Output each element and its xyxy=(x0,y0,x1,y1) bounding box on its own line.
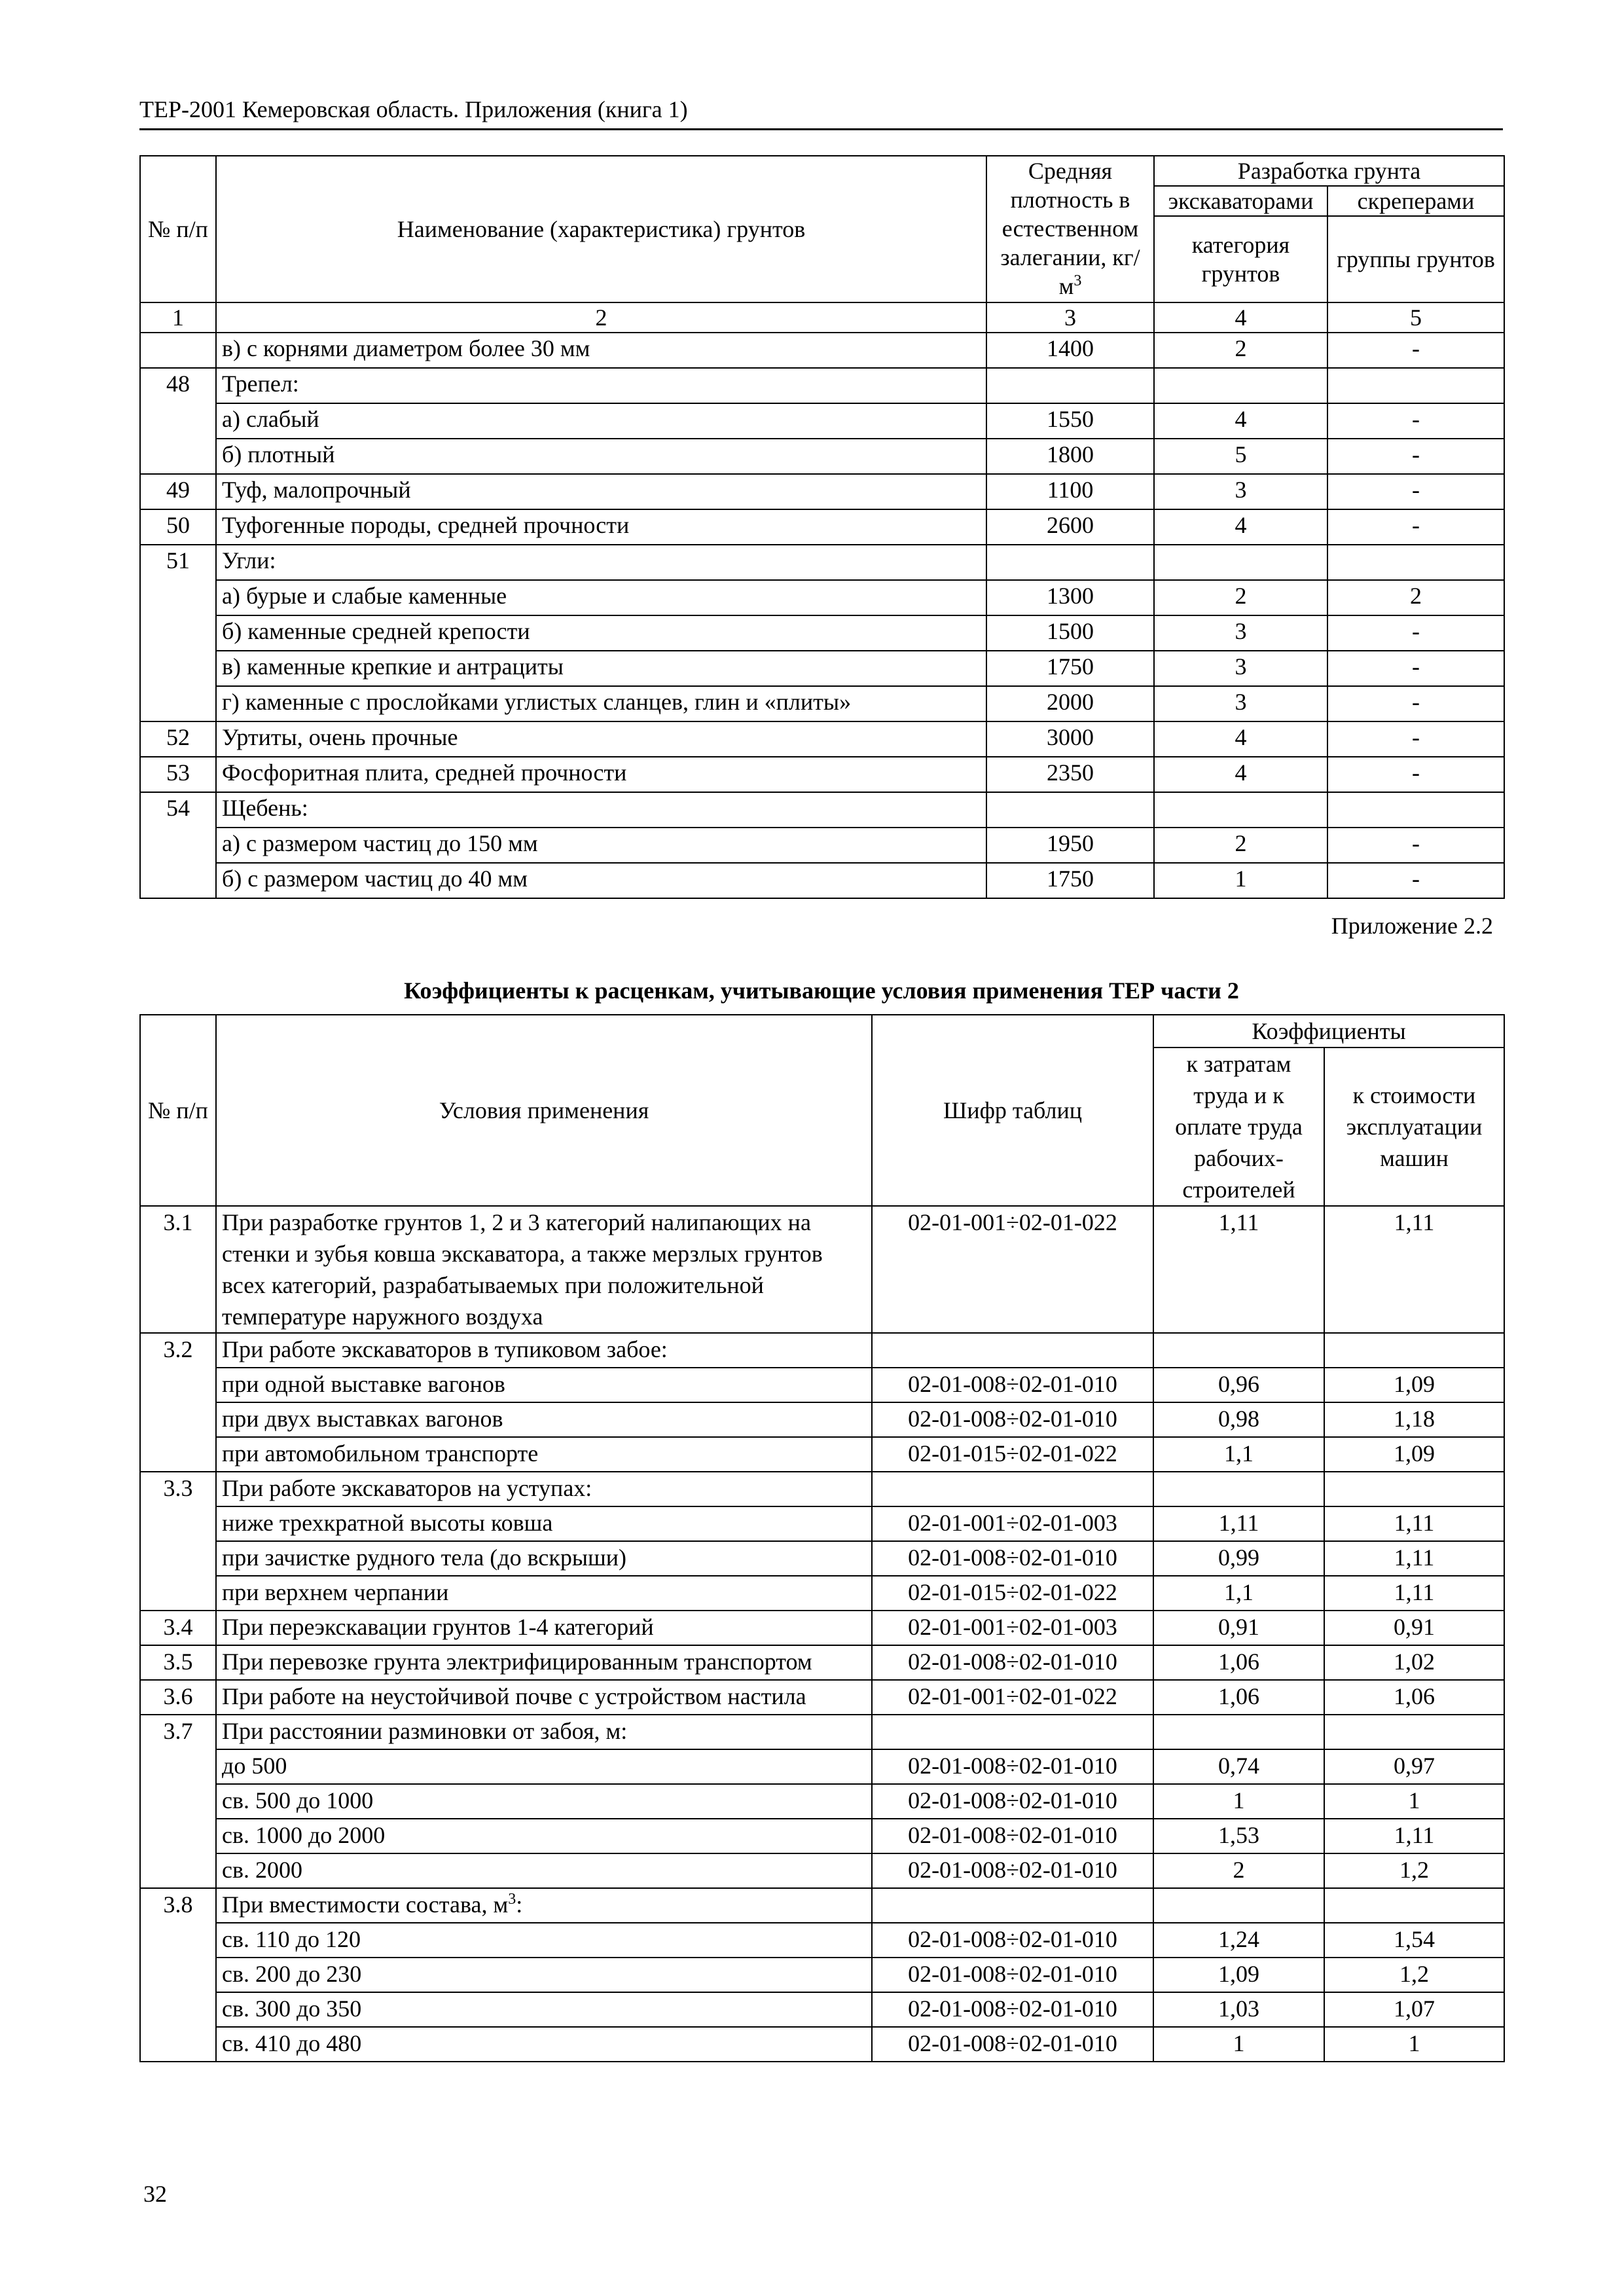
table-code: 02-01-015÷02-01-022 xyxy=(872,1576,1153,1611)
table-code: 02-01-008÷02-01-010 xyxy=(872,1645,1153,1680)
labor-coefficient xyxy=(1153,1888,1324,1923)
row-number: 52 xyxy=(140,721,216,757)
row-number xyxy=(140,403,216,439)
group-value: - xyxy=(1327,757,1504,792)
labor-coefficient: 1,09 xyxy=(1153,1958,1324,1992)
density-value xyxy=(986,545,1154,580)
table-code: 02-01-008÷02-01-010 xyxy=(872,1992,1153,2027)
row-number xyxy=(140,1368,216,1402)
condition-text-main: до 500 xyxy=(222,1753,287,1779)
group-value: - xyxy=(1327,863,1504,898)
t2-header-coefficients: Коэффициенты xyxy=(1153,1015,1504,1048)
condition-text-main: При разработке грунтов 1, 2 и 3 категорий налипающих на стенки и зубья ковша экскаватора, а также мерзлых грунтов всех категорий, разрабатываемых при положительной температуре наружного воздуха xyxy=(222,1209,823,1330)
t1-header-name: Наименование (характеристика) грунтов xyxy=(216,156,986,302)
condition-text-main: При перевозке грунта электрифицированным транспортом xyxy=(222,1649,812,1675)
labor-coefficient xyxy=(1153,1333,1324,1368)
machine-coefficient xyxy=(1324,1888,1504,1923)
coefficients-table xyxy=(139,1014,1505,2062)
table-row xyxy=(140,1611,1504,1645)
condition-text xyxy=(216,1402,872,1437)
labor-coefficient: 0,99 xyxy=(1153,1541,1324,1576)
soil-density-table xyxy=(139,155,1505,899)
condition-text xyxy=(216,1437,872,1472)
row-number xyxy=(140,1402,216,1437)
condition-text-main: св. 410 до 480 xyxy=(222,2030,362,2056)
condition-text-main: св. 300 до 350 xyxy=(222,1995,362,2022)
table-row xyxy=(140,368,1504,403)
column-number: 1 xyxy=(140,302,216,333)
soil-name: б) каменные средней крепости xyxy=(216,615,986,651)
table-row xyxy=(140,1715,1504,1749)
labor-coefficient: 0,91 xyxy=(1153,1611,1324,1645)
t1-body xyxy=(140,333,1504,898)
density-value: 1950 xyxy=(986,828,1154,863)
machine-coefficient: 1,09 xyxy=(1324,1437,1504,1472)
condition-text-main: св. 1000 до 2000 xyxy=(222,1822,386,1848)
table-code xyxy=(872,1472,1153,1506)
condition-text-main: св. 200 до 230 xyxy=(222,1961,362,1987)
condition-text-main: При расстоянии разминовки от забоя, м: xyxy=(222,1718,628,1744)
condition-text xyxy=(216,1333,872,1368)
condition-text xyxy=(216,1576,872,1611)
machine-coefficient: 1,54 xyxy=(1324,1923,1504,1958)
t1-header-excavators: экскаваторами xyxy=(1154,186,1327,216)
labor-coefficient: 1,1 xyxy=(1153,1576,1324,1611)
soil-name: в) каменные крепкие и антрациты xyxy=(216,651,986,686)
group-value: - xyxy=(1327,651,1504,686)
category-value xyxy=(1154,792,1327,828)
labor-coefficient: 0,98 xyxy=(1153,1402,1324,1437)
labor-coefficient: 0,74 xyxy=(1153,1749,1324,1784)
table-code: 02-01-008÷02-01-010 xyxy=(872,1853,1153,1888)
category-value: 1 xyxy=(1154,863,1327,898)
table-row xyxy=(140,509,1504,545)
category-value: 4 xyxy=(1154,509,1327,545)
row-number xyxy=(140,828,216,863)
machine-coefficient: 1,2 xyxy=(1324,1958,1504,1992)
labor-coefficient: 1,03 xyxy=(1153,1992,1324,2027)
condition-text xyxy=(216,1715,872,1749)
row-number xyxy=(140,1923,216,1958)
category-value xyxy=(1154,545,1327,580)
table-row xyxy=(140,1402,1504,1437)
table-code xyxy=(872,1715,1153,1749)
condition-text-main: при автомобильном транспорте xyxy=(222,1440,539,1467)
labor-coefficient: 0,96 xyxy=(1153,1368,1324,1402)
row-number xyxy=(140,1749,216,1784)
table-code: 02-01-008÷02-01-010 xyxy=(872,1749,1153,1784)
condition-superscript: 3 xyxy=(508,1891,516,1908)
table-row xyxy=(140,1749,1504,1784)
table-code: 02-01-008÷02-01-010 xyxy=(872,1958,1153,1992)
table-code: 02-01-008÷02-01-010 xyxy=(872,1541,1153,1576)
group-value xyxy=(1327,368,1504,403)
category-value: 5 xyxy=(1154,439,1327,474)
density-value xyxy=(986,792,1154,828)
table-code: 02-01-008÷02-01-010 xyxy=(872,1784,1153,1819)
t1-header-density xyxy=(986,156,1154,302)
table-code: 02-01-001÷02-01-003 xyxy=(872,1611,1153,1645)
table-row xyxy=(140,1958,1504,1992)
table-code: 02-01-001÷02-01-022 xyxy=(872,1206,1153,1333)
condition-text-main: св. 500 до 1000 xyxy=(222,1787,374,1813)
condition-text xyxy=(216,1923,872,1958)
density-value: 3000 xyxy=(986,721,1154,757)
density-value: 1400 xyxy=(986,333,1154,368)
row-number: 50 xyxy=(140,509,216,545)
table-row xyxy=(140,333,1504,368)
machine-coefficient: 1,18 xyxy=(1324,1402,1504,1437)
condition-text-main: при верхнем черпании xyxy=(222,1579,449,1605)
labor-coefficient: 1,53 xyxy=(1153,1819,1324,1853)
row-number: 3.8 xyxy=(140,1888,216,1923)
soil-name: Щебень: xyxy=(216,792,986,828)
soil-name: Туфогенные породы, средней прочности xyxy=(216,509,986,545)
table-row xyxy=(140,792,1504,828)
table-row xyxy=(140,403,1504,439)
condition-text xyxy=(216,1541,872,1576)
table-row xyxy=(140,721,1504,757)
table-code: 02-01-008÷02-01-010 xyxy=(872,1402,1153,1437)
condition-text-main: при двух выставках вагонов xyxy=(222,1406,503,1432)
column-number: 2 xyxy=(216,302,986,333)
condition-text xyxy=(216,1853,872,1888)
condition-text xyxy=(216,1888,872,1923)
table-row xyxy=(140,1853,1504,1888)
condition-text xyxy=(216,1819,872,1853)
machine-coefficient: 1,09 xyxy=(1324,1368,1504,1402)
condition-text xyxy=(216,1368,872,1402)
condition-text-main: св. 2000 xyxy=(222,1857,302,1883)
t2-header-code: Шифр таблиц xyxy=(872,1015,1153,1206)
condition-text xyxy=(216,1680,872,1715)
table2-title: Коэффициенты к расценкам, учитывающие условия применения ТЕР части 2 xyxy=(404,977,1239,1004)
group-value: - xyxy=(1327,509,1504,545)
soil-name: б) плотный xyxy=(216,439,986,474)
condition-text-main: При работе на неустойчивой почве с устройством настила xyxy=(222,1683,806,1709)
row-number: 48 xyxy=(140,368,216,403)
machine-coefficient: 1,11 xyxy=(1324,1576,1504,1611)
condition-text xyxy=(216,1645,872,1680)
table-row xyxy=(140,1541,1504,1576)
t1-header-num: № п/п xyxy=(140,156,216,302)
condition-text-main: ниже трехкратной высоты ковша xyxy=(222,1510,553,1536)
machine-coefficient: 1,11 xyxy=(1324,1206,1504,1333)
soil-name: Уртиты, очень прочные xyxy=(216,721,986,757)
t1-header-dev: Разработка грунта xyxy=(1154,156,1504,186)
group-value: - xyxy=(1327,828,1504,863)
row-number xyxy=(140,1853,216,1888)
row-number xyxy=(140,1958,216,1992)
table-row xyxy=(140,1437,1504,1472)
category-value: 4 xyxy=(1154,757,1327,792)
density-value: 1100 xyxy=(986,474,1154,509)
category-value: 2 xyxy=(1154,333,1327,368)
row-number: 54 xyxy=(140,792,216,828)
table-row xyxy=(140,1680,1504,1715)
labor-coefficient: 1,24 xyxy=(1153,1923,1324,1958)
t1-header-scrapers: скреперами xyxy=(1327,186,1504,216)
row-number xyxy=(140,1819,216,1853)
density-value: 2000 xyxy=(986,686,1154,721)
table-code: 02-01-008÷02-01-010 xyxy=(872,1923,1153,1958)
table-row xyxy=(140,1333,1504,1368)
condition-text xyxy=(216,1506,872,1541)
table-row xyxy=(140,474,1504,509)
condition-text xyxy=(216,1611,872,1645)
condition-text xyxy=(216,1958,872,1992)
table-row xyxy=(140,863,1504,898)
t2-body xyxy=(140,1206,1504,2062)
row-number: 53 xyxy=(140,757,216,792)
table-row xyxy=(140,580,1504,615)
row-number xyxy=(140,651,216,686)
column-number: 3 xyxy=(986,302,1154,333)
machine-coefficient: 1,11 xyxy=(1324,1541,1504,1576)
category-value: 3 xyxy=(1154,686,1327,721)
table-row xyxy=(140,1923,1504,1958)
group-value xyxy=(1327,792,1504,828)
table-code xyxy=(872,1333,1153,1368)
machine-coefficient: 1,02 xyxy=(1324,1645,1504,1680)
row-number xyxy=(140,615,216,651)
table-code: 02-01-015÷02-01-022 xyxy=(872,1437,1153,1472)
density-value: 1750 xyxy=(986,863,1154,898)
condition-text-main: При работе экскаваторов на уступах: xyxy=(222,1475,592,1501)
soil-name: Туф, малопрочный xyxy=(216,474,986,509)
machine-coefficient: 0,91 xyxy=(1324,1611,1504,1645)
t1-header-groups: группы грунтов xyxy=(1327,216,1504,302)
category-value: 3 xyxy=(1154,615,1327,651)
table-code: 02-01-001÷02-01-003 xyxy=(872,1506,1153,1541)
condition-text-main: При переэкскавации грунтов 1-4 категорий xyxy=(222,1614,654,1640)
labor-coefficient: 1,1 xyxy=(1153,1437,1324,1472)
table-row xyxy=(140,615,1504,651)
annex-label: Приложение 2.2 xyxy=(1331,913,1493,939)
condition-suffix: : xyxy=(516,1891,523,1918)
machine-coefficient: 1,11 xyxy=(1324,1819,1504,1853)
row-number xyxy=(140,333,216,368)
row-number xyxy=(140,2027,216,2062)
table-row xyxy=(140,1368,1504,1402)
labor-coefficient: 2 xyxy=(1153,1853,1324,1888)
labor-coefficient: 1 xyxy=(1153,2027,1324,2062)
condition-text xyxy=(216,1206,872,1333)
t1-header-category: категория грунтов xyxy=(1154,216,1327,302)
table-row xyxy=(140,828,1504,863)
soil-name: г) каменные с прослойками углистых сланцев, глин и «плиты» xyxy=(216,686,986,721)
row-number: 3.1 xyxy=(140,1206,216,1333)
soil-name: Трепел: xyxy=(216,368,986,403)
condition-text xyxy=(216,1472,872,1506)
row-number: 3.5 xyxy=(140,1645,216,1680)
row-number: 3.3 xyxy=(140,1472,216,1506)
soil-name: Фосфоритная плита, средней прочности xyxy=(216,757,986,792)
machine-coefficient xyxy=(1324,1472,1504,1506)
table-row xyxy=(140,1472,1504,1506)
condition-text-main: При вместимости состава, м xyxy=(222,1891,509,1918)
condition-text xyxy=(216,2027,872,2062)
labor-coefficient xyxy=(1153,1472,1324,1506)
machine-coefficient: 0,97 xyxy=(1324,1749,1504,1784)
table-row xyxy=(140,1645,1504,1680)
condition-text xyxy=(216,1784,872,1819)
condition-text xyxy=(216,1749,872,1784)
row-number xyxy=(140,1541,216,1576)
soil-name: Угли: xyxy=(216,545,986,580)
table-row xyxy=(140,1206,1504,1333)
row-number xyxy=(140,1992,216,2027)
group-value: 2 xyxy=(1327,580,1504,615)
table-code: 02-01-008÷02-01-010 xyxy=(872,1368,1153,1402)
row-number xyxy=(140,580,216,615)
density-value xyxy=(986,368,1154,403)
t1-column-numbers-row xyxy=(140,302,1504,333)
soil-name: а) бурые и слабые каменные xyxy=(216,580,986,615)
density-value: 1300 xyxy=(986,580,1154,615)
table-row xyxy=(140,439,1504,474)
machine-coefficient: 1,2 xyxy=(1324,1853,1504,1888)
machine-coefficient: 1,07 xyxy=(1324,1992,1504,2027)
category-value: 2 xyxy=(1154,828,1327,863)
machine-coefficient xyxy=(1324,1715,1504,1749)
density-value: 1800 xyxy=(986,439,1154,474)
soil-name: б) с размером частиц до 40 мм xyxy=(216,863,986,898)
row-number: 3.7 xyxy=(140,1715,216,1749)
condition-text-main: при зачистке рудного тела (до вскрыши) xyxy=(222,1544,627,1571)
table-row xyxy=(140,1992,1504,2027)
row-number xyxy=(140,1784,216,1819)
table-code xyxy=(872,1888,1153,1923)
column-number: 5 xyxy=(1327,302,1504,333)
machine-coefficient: 1,06 xyxy=(1324,1680,1504,1715)
machine-coefficient: 1 xyxy=(1324,1784,1504,1819)
row-number xyxy=(140,1506,216,1541)
t2-header-num: № п/п xyxy=(140,1015,216,1206)
page-header: ТЕР-2001 Кемеровская область. Приложения (книга 1) xyxy=(139,93,1503,130)
row-number: 51 xyxy=(140,545,216,580)
category-value xyxy=(1154,368,1327,403)
group-value: - xyxy=(1327,721,1504,757)
group-value: - xyxy=(1327,403,1504,439)
density-value: 1550 xyxy=(986,403,1154,439)
table-row xyxy=(140,2027,1504,2062)
soil-name: в) с корнями диаметром более 30 мм xyxy=(216,333,986,368)
table-code: 02-01-008÷02-01-010 xyxy=(872,1819,1153,1853)
row-number xyxy=(140,439,216,474)
row-number xyxy=(140,1576,216,1611)
row-number xyxy=(140,686,216,721)
category-value: 4 xyxy=(1154,403,1327,439)
group-value: - xyxy=(1327,333,1504,368)
labor-coefficient: 1,06 xyxy=(1153,1645,1324,1680)
labor-coefficient: 1,11 xyxy=(1153,1206,1324,1333)
density-value: 1500 xyxy=(986,615,1154,651)
row-number: 49 xyxy=(140,474,216,509)
table-row xyxy=(140,651,1504,686)
condition-text-main: при одной выставке вагонов xyxy=(222,1371,505,1397)
labor-coefficient: 1,11 xyxy=(1153,1506,1324,1541)
group-value: - xyxy=(1327,474,1504,509)
row-number: 3.4 xyxy=(140,1611,216,1645)
row-number xyxy=(140,1437,216,1472)
category-value: 3 xyxy=(1154,474,1327,509)
table-row xyxy=(140,1888,1504,1923)
category-value: 2 xyxy=(1154,580,1327,615)
table-row xyxy=(140,1506,1504,1541)
group-value: - xyxy=(1327,615,1504,651)
group-value xyxy=(1327,545,1504,580)
row-number: 3.6 xyxy=(140,1680,216,1715)
group-value: - xyxy=(1327,686,1504,721)
density-value: 2600 xyxy=(986,509,1154,545)
machine-coefficient: 1 xyxy=(1324,2027,1504,2062)
machine-coefficient: 1,11 xyxy=(1324,1506,1504,1541)
labor-coefficient: 1 xyxy=(1153,1784,1324,1819)
t1-header-density-sup: 3 xyxy=(1074,272,1082,289)
table-row xyxy=(140,686,1504,721)
table-row xyxy=(140,545,1504,580)
table-row xyxy=(140,757,1504,792)
density-value: 1750 xyxy=(986,651,1154,686)
condition-text-main: При работе экскаваторов в тупиковом забое: xyxy=(222,1336,668,1362)
row-number: 3.2 xyxy=(140,1333,216,1368)
category-value: 4 xyxy=(1154,721,1327,757)
soil-name: а) с размером частиц до 150 мм xyxy=(216,828,986,863)
t2-header-machines: к стоимости эксплуатации машин xyxy=(1324,1048,1504,1206)
condition-text-main: св. 110 до 120 xyxy=(222,1926,361,1952)
table-row xyxy=(140,1576,1504,1611)
t2-header-labor: к затратам труда и к оплате труда рабочих-строителей xyxy=(1153,1048,1324,1206)
labor-coefficient xyxy=(1153,1715,1324,1749)
labor-coefficient: 1,06 xyxy=(1153,1680,1324,1715)
category-value: 3 xyxy=(1154,651,1327,686)
density-value: 2350 xyxy=(986,757,1154,792)
page-number: 32 xyxy=(143,2181,167,2207)
column-number: 4 xyxy=(1154,302,1327,333)
row-number xyxy=(140,863,216,898)
condition-text xyxy=(216,1992,872,2027)
table-code: 02-01-001÷02-01-022 xyxy=(872,1680,1153,1715)
machine-coefficient xyxy=(1324,1333,1504,1368)
table-row xyxy=(140,1819,1504,1853)
t1-header-density-text: Средняя плотность в естественном залегании, кг/м xyxy=(1000,158,1140,299)
table-code: 02-01-008÷02-01-010 xyxy=(872,2027,1153,2062)
t2-header-conditions: Условия применения xyxy=(216,1015,872,1206)
table-row xyxy=(140,1784,1504,1819)
group-value: - xyxy=(1327,439,1504,474)
soil-name: а) слабый xyxy=(216,403,986,439)
